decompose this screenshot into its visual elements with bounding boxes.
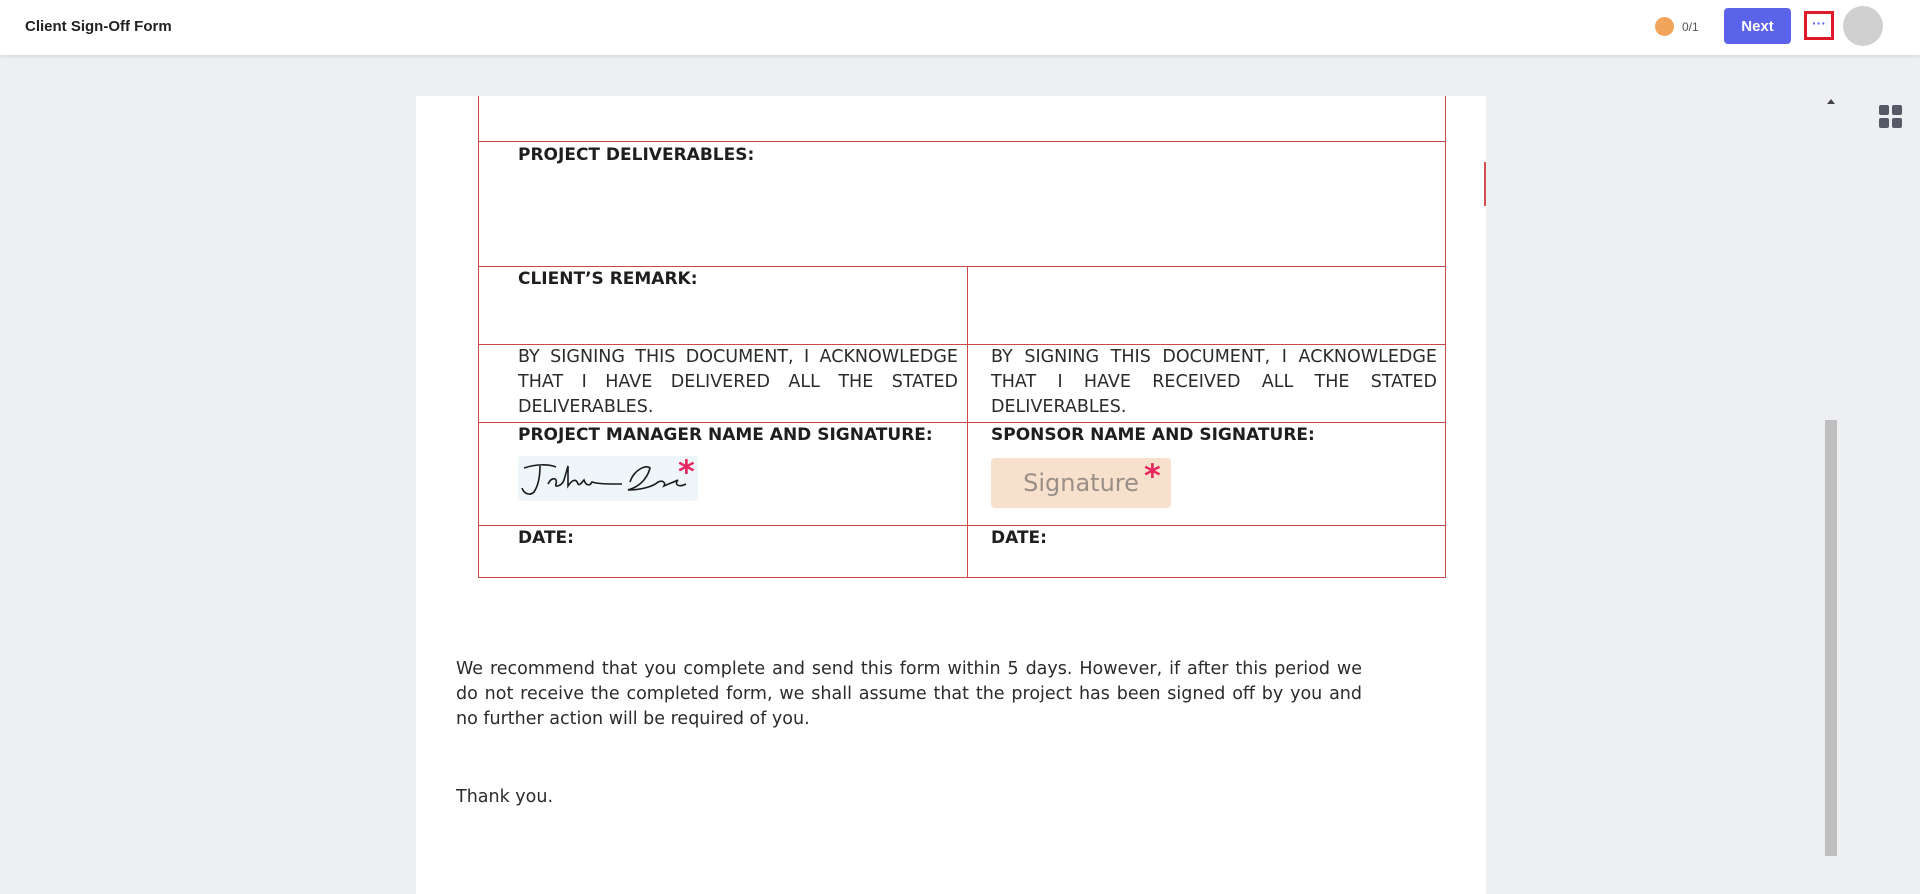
date-label-left: DATE:	[518, 528, 574, 548]
sponsor-signature-field[interactable]	[991, 458, 1171, 508]
deliverables-label: PROJECT DELIVERABLES:	[518, 145, 755, 165]
ack-delivered-text: BY SIGNING THIS DOCUMENT, I ACKNOWLEDGE THAT I HAVE DELIVERED ALL THE STATED DELIVERABLES.	[518, 347, 958, 417]
progress-indicator-icon	[1655, 17, 1674, 36]
required-icon: *	[1144, 457, 1161, 495]
pm-signature-label: PROJECT MANAGER NAME AND SIGNATURE:	[518, 425, 933, 445]
top-bar	[0, 0, 1920, 55]
recommendation-paragraph: We recommend that you complete and send this form within 5 days. However, if after this period we do not receive the completed form, we shall assume that the project has been signed off by you and no further action will be required of you.	[456, 659, 1362, 729]
required-icon: *	[678, 453, 695, 491]
table-row-divider	[478, 422, 1446, 423]
table-row-divider	[478, 577, 1446, 578]
avatar[interactable]	[1843, 6, 1883, 46]
page-edge-marker	[1484, 162, 1486, 206]
sign-off-table	[478, 96, 1446, 578]
sponsor-signature-label: SPONSOR NAME AND SIGNATURE:	[991, 425, 1315, 445]
handwritten-signature	[518, 453, 698, 501]
client-remark-field[interactable]	[968, 267, 1444, 343]
scroll-thumb[interactable]	[1825, 420, 1837, 856]
table-row-divider	[478, 141, 1446, 142]
progress-count: 0/1	[1682, 20, 1699, 34]
thank-you-text: Thank you.	[456, 787, 554, 807]
table-row-divider	[478, 525, 1446, 526]
signature-placeholder: Signature	[1023, 469, 1139, 497]
grid-view-icon[interactable]	[1879, 105, 1903, 129]
ack-received-text: BY SIGNING THIS DOCUMENT, I ACKNOWLEDGE THAT I HAVE RECEIVED ALL THE STATED DELIVERABLES.	[991, 347, 1437, 417]
more-icon[interactable]: ···	[1804, 11, 1834, 40]
table-border	[478, 96, 479, 578]
document-page	[416, 96, 1486, 894]
pm-signature-field[interactable]	[518, 453, 698, 501]
document-title: Client Sign-Off Form	[25, 18, 172, 35]
table-border	[1445, 96, 1446, 578]
scroll-up-icon[interactable]	[1827, 99, 1835, 104]
date-label-right: DATE:	[991, 528, 1047, 548]
client-remark-label: CLIENT’S REMARK:	[518, 269, 698, 289]
scrollbar[interactable]	[1824, 96, 1838, 852]
next-button[interactable]: Next	[1724, 8, 1791, 44]
